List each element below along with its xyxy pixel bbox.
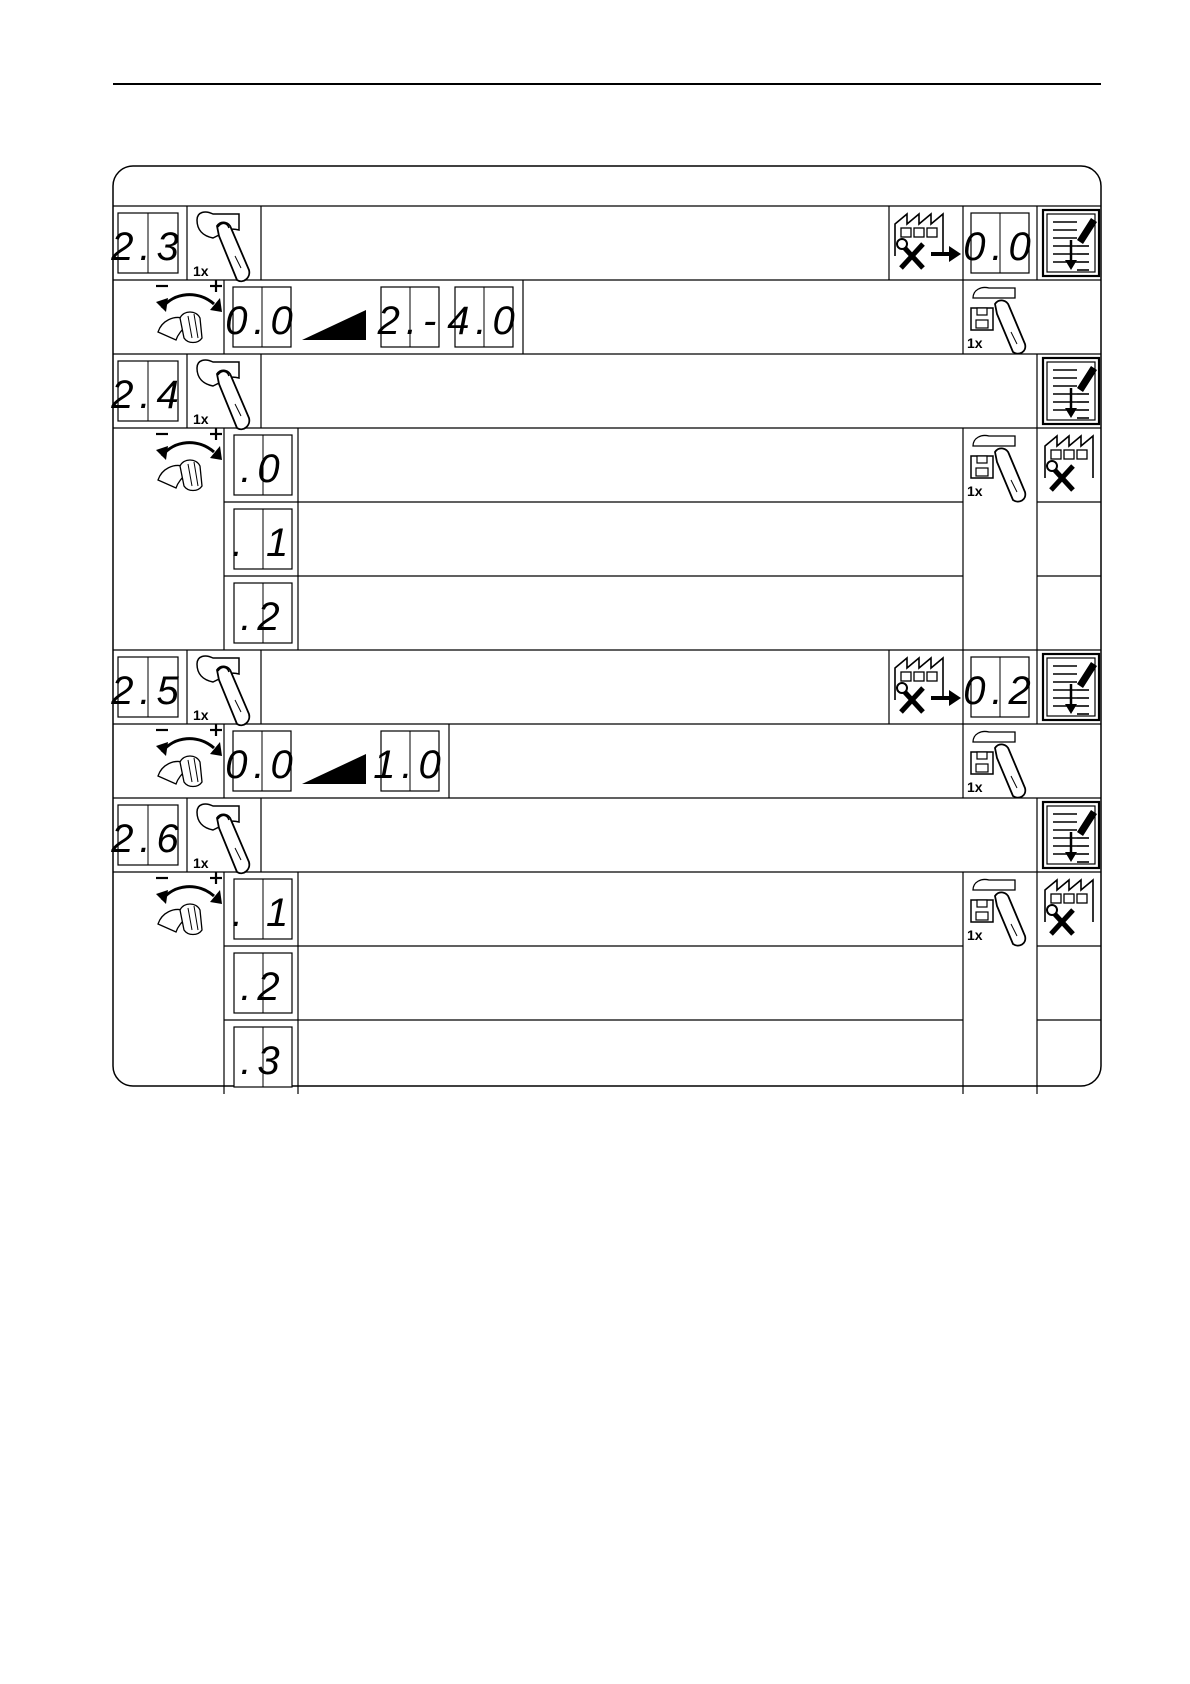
- window-3: [927, 228, 937, 237]
- save-count-label: 1x: [967, 483, 983, 499]
- floppy-shutter: [977, 308, 987, 315]
- display-value: 0.0: [963, 224, 1037, 269]
- rotate-arc: [162, 887, 214, 900]
- factory-settings-icon: [895, 658, 961, 712]
- option-value-display: [234, 1027, 292, 1087]
- press-count-label: 1x: [193, 707, 209, 723]
- factory-settings-icon: [895, 214, 961, 268]
- display-value: .2: [240, 964, 286, 1009]
- arrow-right: [210, 742, 222, 756]
- window-3: [927, 672, 937, 681]
- finger-press-icon: [193, 656, 249, 725]
- hand-back: [973, 731, 1015, 742]
- arrow-left: [156, 446, 168, 460]
- knob-grip: [180, 312, 202, 343]
- rotary-knob-icon: [156, 428, 222, 491]
- window-1: [1051, 450, 1061, 459]
- floppy-label: [976, 320, 988, 328]
- factory-settings-icon: [1045, 436, 1093, 490]
- knob-grip: [180, 460, 202, 491]
- floppy-label: [976, 764, 988, 772]
- default-value-display: [963, 213, 1037, 273]
- arrow-left: [156, 298, 168, 312]
- window-2: [1064, 450, 1074, 459]
- finger: [995, 300, 1025, 353]
- save-press-icon: [967, 731, 1025, 797]
- arrow-head: [949, 690, 961, 706]
- finger: [217, 666, 249, 725]
- hand-back: [973, 879, 1015, 890]
- wrench-head: [897, 683, 907, 693]
- finger-press-icon: [193, 804, 249, 873]
- arrow-head: [949, 246, 961, 262]
- hand-back: [973, 435, 1015, 446]
- arrow-right: [210, 446, 222, 460]
- display-value: 2.4: [111, 372, 185, 417]
- option-value-display: [232, 879, 294, 939]
- display-value: 1.0: [373, 742, 447, 787]
- window-2: [914, 672, 924, 681]
- document-edit-icon: [1043, 358, 1099, 424]
- display-value: 0.0: [225, 742, 299, 787]
- display-value: 2.5: [111, 668, 185, 713]
- document-edit-icon: [1043, 654, 1099, 720]
- arrow-right: [210, 890, 222, 904]
- option-value-display: [234, 435, 292, 495]
- option-value-display: [234, 953, 292, 1013]
- rotary-knob-icon: [156, 872, 222, 935]
- default-value-display: [963, 657, 1037, 717]
- display-value: .3: [240, 1038, 286, 1083]
- display-value: 2.-: [377, 298, 443, 343]
- display-value: .2: [240, 594, 286, 639]
- display-value: . 1: [231, 520, 295, 565]
- param-code-display: [110, 213, 185, 273]
- finger-press-icon: [193, 360, 249, 429]
- floppy-label: [976, 912, 988, 920]
- display-value: 0.0: [225, 298, 299, 343]
- finger: [995, 744, 1025, 797]
- window-1: [901, 228, 911, 237]
- window-2: [1064, 894, 1074, 903]
- knob-grip: [180, 756, 202, 787]
- range-to-display: [447, 287, 521, 347]
- window-1: [1051, 894, 1061, 903]
- arrow-right: [210, 298, 222, 312]
- arrow-left: [156, 890, 168, 904]
- save-count-label: 1x: [967, 335, 983, 351]
- press-count-label: 1x: [193, 263, 209, 279]
- floppy-shutter: [977, 900, 987, 907]
- window-2: [914, 228, 924, 237]
- option-value-display: [234, 583, 292, 643]
- save-press-icon: [967, 435, 1025, 501]
- rotate-arc: [162, 295, 214, 308]
- document-edit-icon: [1043, 210, 1099, 276]
- arrow-left: [156, 742, 168, 756]
- param-code-display: [110, 361, 185, 421]
- option-value-display: [232, 509, 294, 569]
- rotary-knob-icon: [156, 724, 222, 787]
- save-press-icon: [967, 879, 1025, 945]
- ramp-triangle-icon: [302, 310, 366, 340]
- save-count-label: 1x: [967, 779, 983, 795]
- ramp-triangle-icon: [302, 754, 366, 784]
- press-count-label: 1x: [193, 855, 209, 871]
- floppy-shutter: [977, 456, 987, 463]
- range-from-display: [225, 287, 299, 347]
- range-to-display: [377, 287, 443, 347]
- display-value: .0: [240, 446, 286, 491]
- finger: [217, 222, 249, 281]
- knob-grip: [180, 904, 202, 935]
- window-1: [901, 672, 911, 681]
- finger-press-icon: [193, 212, 249, 281]
- save-press-icon: [967, 287, 1025, 353]
- wrench-head: [897, 239, 907, 249]
- window-3: [1077, 894, 1087, 903]
- display-value: 2.6: [111, 816, 185, 861]
- param-code-display: [110, 805, 185, 865]
- range-from-display: [225, 731, 299, 791]
- display-value: . 1: [231, 890, 295, 935]
- save-count-label: 1x: [967, 927, 983, 943]
- finger: [217, 370, 249, 429]
- display-value: 2.3: [111, 224, 185, 269]
- display-value: 4.0: [447, 298, 521, 343]
- document-edit-icon: [1043, 802, 1099, 868]
- floppy-label: [976, 468, 988, 476]
- param-code-display: [110, 657, 185, 717]
- finger: [995, 448, 1025, 501]
- finger: [217, 814, 249, 873]
- wrench-head: [1047, 905, 1057, 915]
- finger: [995, 892, 1025, 945]
- window-3: [1077, 450, 1087, 459]
- hand-back: [973, 287, 1015, 298]
- press-count-label: 1x: [193, 411, 209, 427]
- wrench-head: [1047, 461, 1057, 471]
- rotary-knob-icon: [156, 280, 222, 343]
- range-to-display: [373, 731, 447, 791]
- factory-settings-icon: [1045, 880, 1093, 934]
- rotate-arc: [162, 443, 214, 456]
- rotate-arc: [162, 739, 214, 752]
- display-value: 0.2: [963, 668, 1037, 713]
- floppy-shutter: [977, 752, 987, 759]
